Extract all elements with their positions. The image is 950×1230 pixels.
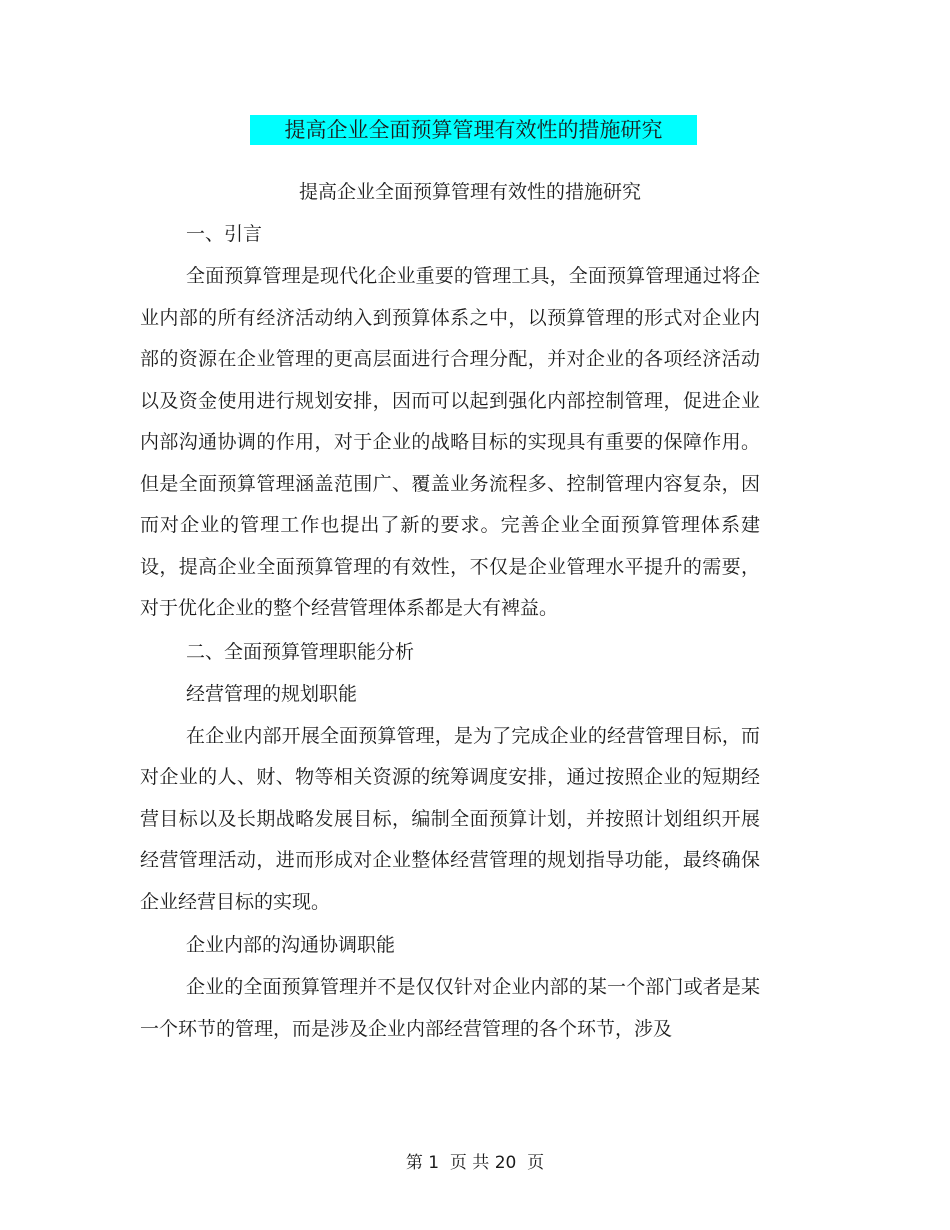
page-number-footer: 第 1 页 共 20 页 [405,1153,545,1173]
section-heading-function-analysis: 二、全面预算管理职能分析 [186,640,415,663]
subheading-planning-function: 经营管理的规划职能 [186,682,358,705]
paragraph-coordination-function: 企业的全面预算管理并不是仅仅针对企业内部的某一个部门或者是某一个环节的管理，而是涉及企业内部经营管理的各个环节，涉及 [140,976,760,1040]
subheading-coordination-function: 企业内部的沟通协调职能 [186,934,396,956]
highlighted-title: 提高企业全面预算管理有效性的措施研究 [250,115,697,145]
document-subtitle: 提高企业全面预算管理有效性的措施研究 [298,181,641,203]
paragraph-introduction: 全面预算管理是现代化企业重要的管理工具，全面预算管理通过将企业内部的所有经济活动纳入到预算体系之中，以预算管理的形式对企业内部的资源在企业管理的更高层面进行合理分配，并对企业的各项经济活动以及资金使用进行规划安排，因而可以起到强化内部控制管理，促进企业内部沟通协调的作用，对于企业的战略目标的实现具有重要的保障作用。但是全面预算管理涵盖范围广、覆盖业务流程多、控制管理内容复杂，因而对企业的管理工作也提出了新的要求。完善企业全面预算管理体系建设，提高企业全面预算管理的有效性，不仅是企业管理水平提升的需要，对于优化企业的整个经营管理体系都是大有裨益。 [140,265,760,619]
paragraph-planning-function: 在企业内部开展全面预算管理，是为了完成企业的经营管理目标，而对企业的人、财、物等相关资源的统筹调度安排，通过按照企业的短期经营目标以及长期战略发展目标，编制全面预算计划，并按照计划组织开展经营管理活动，进而形成对企业整体经营管理的规划指导功能，最终确保企业经营目标的实现。 [140,724,760,913]
document-body [140,172,760,1050]
section-heading-introduction: 一、引言 [186,223,263,245]
